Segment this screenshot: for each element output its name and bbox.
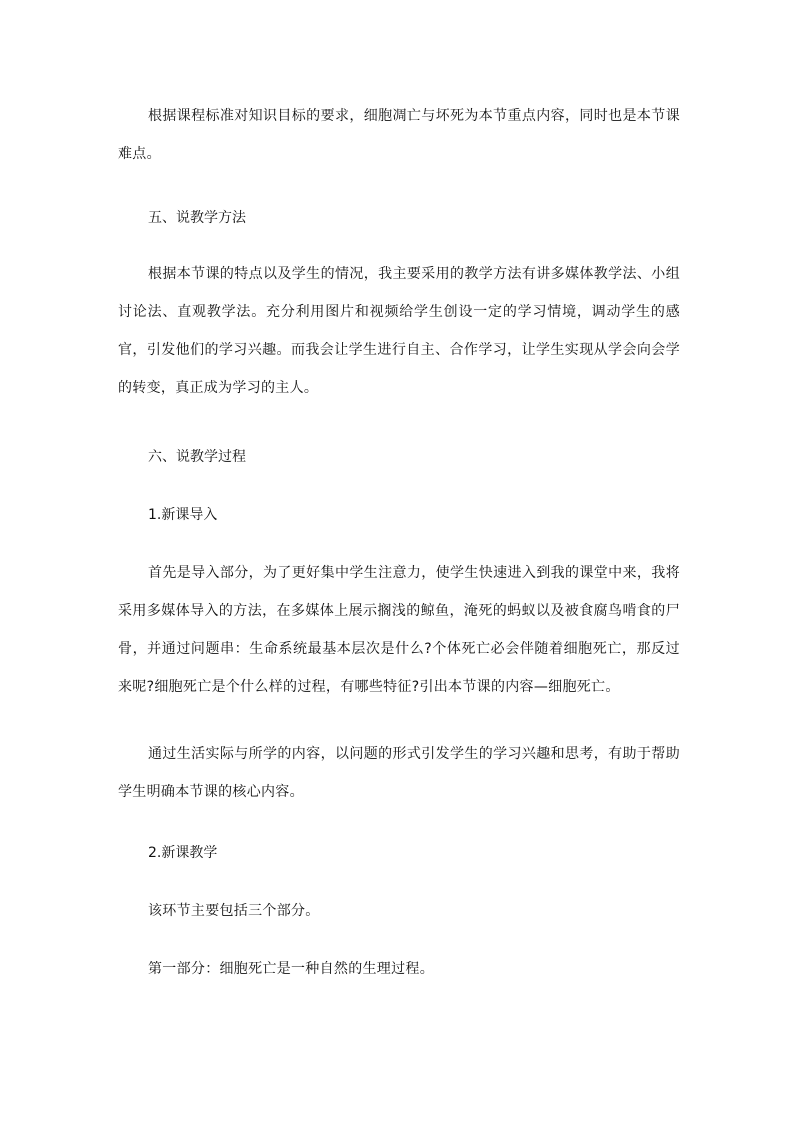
heading-new-lesson-intro: 1.新课导入 — [148, 507, 218, 523]
paragraph-intro-purpose: 通过生活实际与所学的内容，以问题的形式引发学生的学习兴趣和思考，有助于帮助学生明确本节课的核心内容。 — [118, 746, 680, 800]
paragraph-introduction: 首先是导入部分，为了更好集中学生注意力，使学生快速进入到我的课堂中来，我将采用多媒体导入的方法，在多媒体上展示搁浅的鲸鱼，淹死的蚂蚁以及被食腐鸟啃食的尸骨，并通过问题串：生命系统最基本层次是什么?个体死亡必会伴随着细胞死亡，那反过来呢?细胞死亡是个什么样的过程，有哪些特征?引出本节课的内容—细胞死亡。 — [118, 565, 680, 695]
paragraph-three-parts: 该环节主要包括三个部分。 — [148, 903, 320, 919]
paragraph-teaching-methods: 根据本节课的特点以及学生的情况，我主要采用的教学方法有讲多媒体教学法、小组讨论法、直观教学法。充分利用图片和视频给学生创设一定的学习情境，调动学生的感官，引发他们的学习兴趣。而我会让学生进行自主、合作学习，让学生实现从学会向会学的转变，真正成为学习的主人。 — [118, 266, 680, 396]
heading-new-lesson-teaching: 2.新课教学 — [148, 845, 218, 861]
heading-teaching-methods: 五、说教学方法 — [148, 210, 246, 226]
heading-teaching-process: 六、说教学过程 — [148, 449, 246, 465]
paragraph-part-one: 第一部分：细胞死亡是一种自然的生理过程。 — [148, 961, 434, 977]
paragraph-key-points: 根据课程标准对知识目标的要求，细胞凋亡与坏死为本节重点内容，同时也是本节课难点。 — [118, 108, 680, 162]
